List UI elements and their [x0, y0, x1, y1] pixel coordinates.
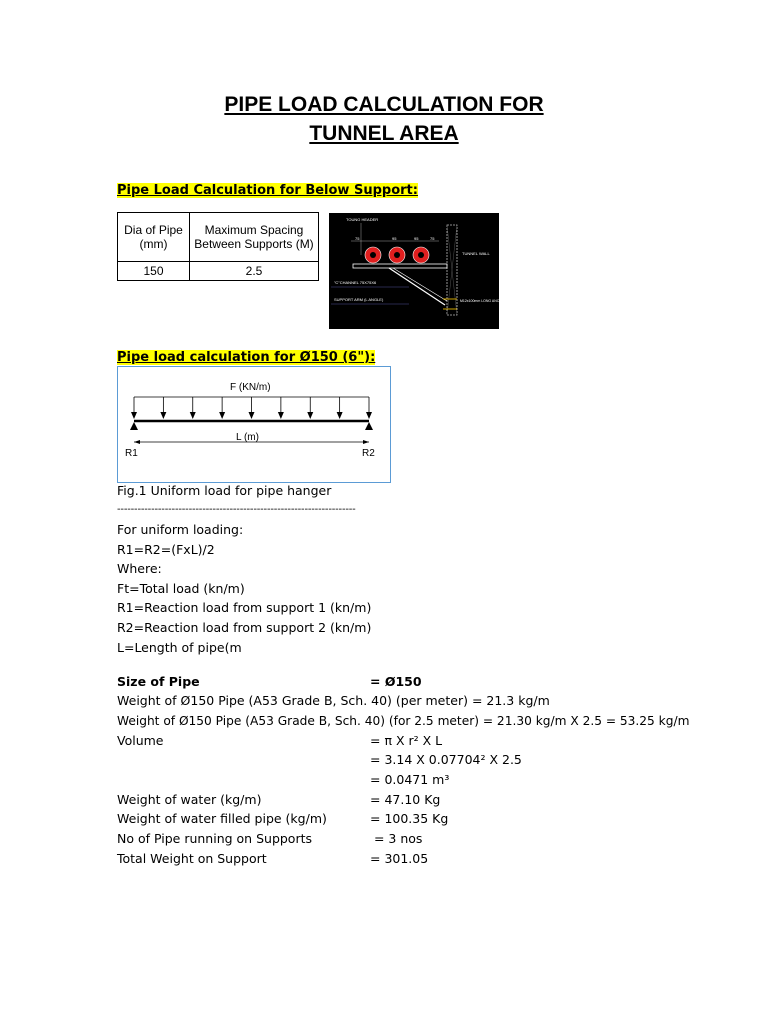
volume-formula: = π X r² X L [370, 733, 443, 748]
text-line-2: R1=R2=(FxL)/2 [117, 542, 215, 557]
size-label: Size of Pipe [117, 674, 200, 689]
load-arrow-icon [249, 412, 255, 419]
size-value: = Ø150 [370, 674, 422, 689]
page-title-line1: PIPE LOAD CALCULATION FOR [224, 93, 544, 116]
pipe-right [413, 247, 429, 263]
load-arrow-icon [219, 412, 225, 419]
figure-caption: Fig.1 Uniform load for pipe hanger [117, 483, 332, 498]
load-arrow-icon [337, 412, 343, 419]
cad-dim-3: 95 [414, 236, 419, 241]
uniform-load-figure [117, 366, 391, 483]
cell-dia: 150 [118, 262, 190, 281]
cad-dim-1: 75 [355, 236, 360, 241]
page-title-line2: TUNNEL AREA [309, 122, 459, 145]
cad-label-arm: SUPPORT ARM (L ANGLE) [334, 297, 384, 302]
load-arrow-icon [190, 412, 196, 419]
filled-pipe-value: = 100.35 Kg [370, 811, 449, 826]
volume-result: = 0.0471 m³ [370, 772, 450, 787]
weight-per-meter: Weight of Ø150 Pipe (A53 Grade B, Sch. 40) (per meter) = 21.3 kg/m [117, 693, 550, 708]
pipe-left [365, 247, 381, 263]
water-weight-label: Weight of water (kg/m) [117, 792, 262, 807]
header-dia: Dia of Pipe (mm) [118, 213, 190, 262]
text-line-3: Where: [117, 561, 162, 576]
cad-dim-2: 95 [392, 236, 397, 241]
load-arrows [131, 397, 372, 419]
pipe-middle [389, 247, 405, 263]
cad-label-wall: TUNNEL WALL [462, 251, 490, 256]
table-row [118, 262, 319, 281]
load-arrow-icon [160, 412, 166, 419]
text-line-1: For uniform loading: [117, 522, 244, 537]
total-weight-label: Total Weight on Support [117, 851, 267, 866]
section-heading-pipe150: Pipe load calculation for Ø150 (6"): [117, 350, 376, 365]
cad-label-anchor: M12x100mm LONG ANCHOR FASTNER [460, 299, 525, 303]
text-line-4: Ft=Total load (kn/m) [117, 581, 245, 596]
load-arrow-icon [278, 412, 284, 419]
text-line-6: R2=Reaction load from support 2 (kn/m) [117, 620, 372, 635]
cad-label-channel: "C"CHANNEL 75X75X6 [334, 280, 377, 285]
pipe-count-label: No of Pipe running on Supports [117, 831, 313, 846]
load-arrow-icon [366, 412, 372, 419]
support-r2-icon [365, 422, 373, 430]
cell-spacing: 2.5 [190, 262, 319, 281]
text-line-7: L=Length of pipe(m [117, 640, 242, 655]
spacing-table [117, 212, 319, 281]
section-heading-support: Pipe Load Calculation for Below Support: [117, 183, 418, 198]
cad-label-header: TOUNG HEADER [346, 217, 379, 222]
support-cad-drawing [329, 213, 525, 329]
divider-dashes: ---------------------------------------------------------------------- [117, 504, 356, 515]
table-header-row [118, 213, 319, 262]
load-arrow-icon [307, 412, 313, 419]
header-spacing: Maximum Spacing Between Supports (M) [190, 213, 319, 262]
water-weight-value: = 47.10 Kg [370, 792, 441, 807]
text-line-5: R1=Reaction load from support 1 (kn/m) [117, 600, 372, 615]
volume-label: Volume [117, 733, 164, 748]
total-weight-value: = 301.05 [370, 851, 429, 866]
pipe-count-value: = 3 nos [370, 831, 423, 846]
load-arrow-icon [131, 412, 137, 419]
support-r1-icon [130, 422, 138, 430]
length-label: L (m) [236, 432, 259, 443]
cad-dim-4: 75 [430, 236, 435, 241]
support-label-r2: R2 [362, 448, 375, 459]
filled-pipe-label: Weight of water filled pipe (kg/m) [117, 811, 327, 826]
weight-span: Weight of Ø150 Pipe (A53 Grade B, Sch. 40) (for 2.5 meter) = 21.30 kg/m X 2.5 = 53.25 kg/m [117, 714, 690, 728]
support-label-r1: R1 [125, 448, 138, 459]
volume-substitution: = 3.14 X 0.07704² X 2.5 [370, 752, 522, 767]
load-label: F (KN/m) [230, 382, 271, 393]
